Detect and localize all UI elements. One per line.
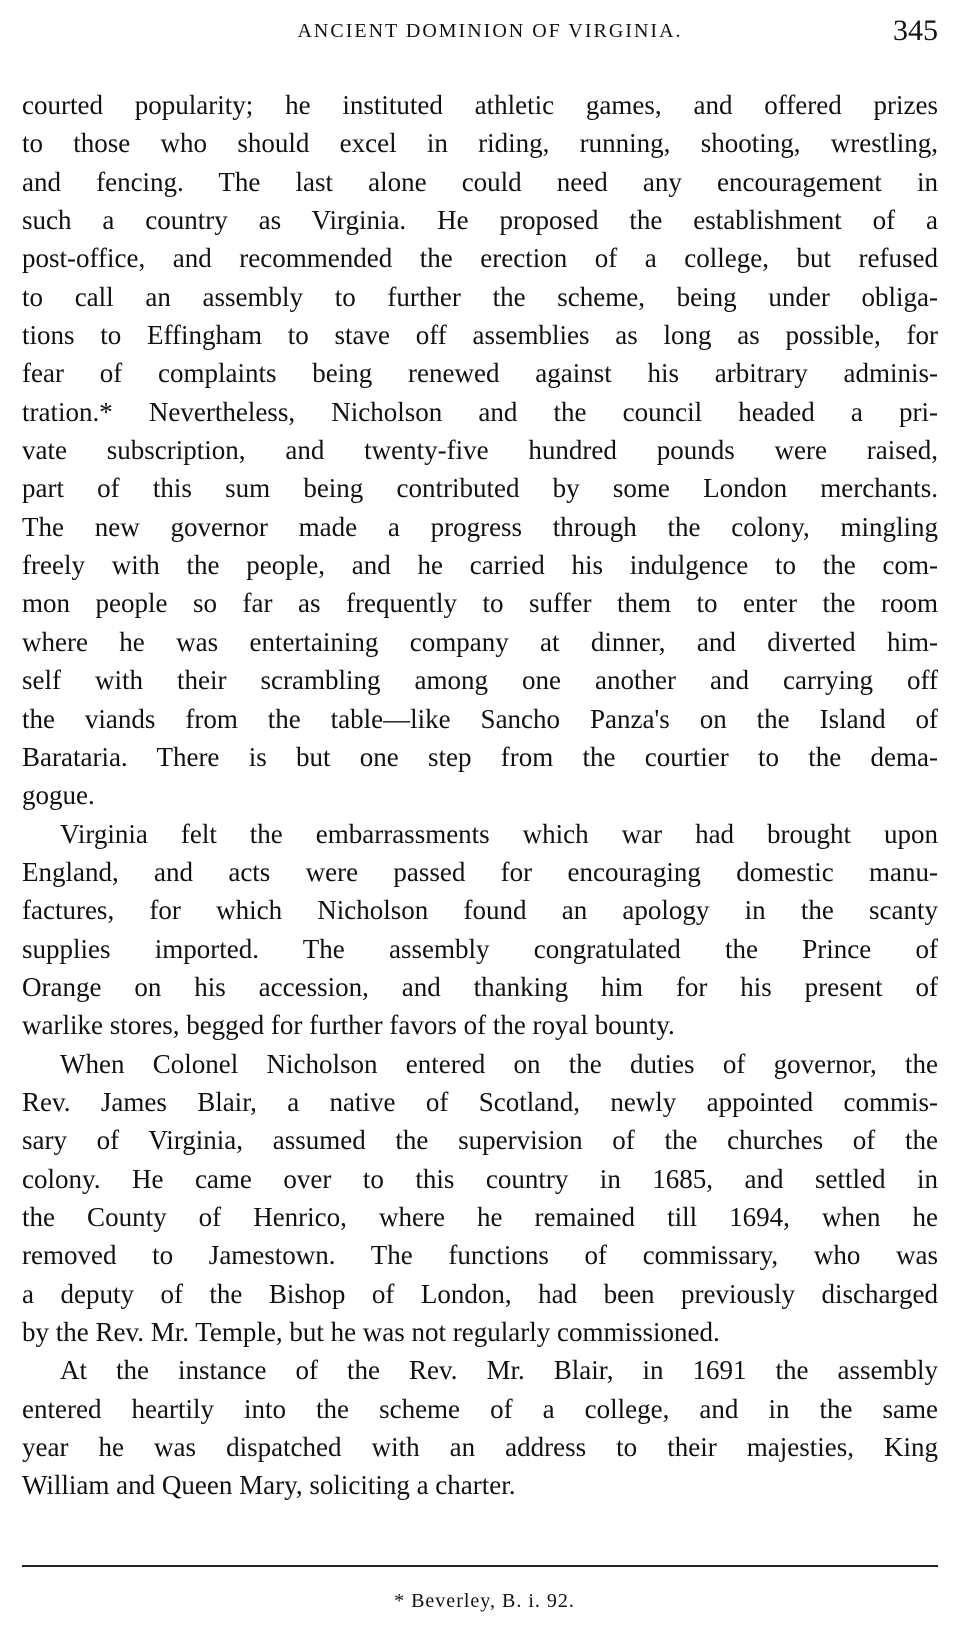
- text-line: removed to Jamestown. The functions of commissary, who was: [22, 1240, 938, 1271]
- text-line: entered heartily into the scheme of a college, and in the same: [22, 1393, 938, 1424]
- text-line: freely with the people, and he carried his indulgence to the com-: [22, 550, 938, 581]
- text-line: fear of complaints being renewed against his arbitrary adminis-: [22, 358, 938, 389]
- running-title: ANCIENT DOMINION OF VIRGINIA.: [297, 20, 683, 42]
- text-line: The new governor made a progress through the colony, mingling: [22, 511, 938, 542]
- text-line: Orange on his accession, and thanking him for his present of: [22, 971, 938, 1002]
- text-line: where he was entertaining company at dinner, and diverted him-: [22, 626, 938, 657]
- text-line: mon people so far as frequently to suffer them to enter the room: [22, 588, 938, 619]
- text-line: sary of Virginia, assumed the supervision of the churches of the: [22, 1125, 938, 1156]
- text-line: the County of Henrico, where he remained till 1694, when he: [22, 1201, 938, 1232]
- text-line: vate subscription, and twenty-five hundred pounds were raised,: [22, 435, 938, 466]
- text-line: Virginia felt the embarrassments which war had brought upon: [60, 818, 938, 849]
- text-line: post-office, and recommended the erection of a college, but refused: [22, 243, 938, 274]
- text-line: William and Queen Mary, soliciting a charter.: [22, 1470, 516, 1501]
- text-line: gogue.: [22, 780, 95, 811]
- text-line: by the Rev. Mr. Temple, but he was not regularly commissioned.: [22, 1317, 720, 1347]
- text-line: such a country as Virginia. He proposed the establishment of a: [22, 205, 938, 236]
- text-line: When Colonel Nicholson entered on the duties of governor, the: [60, 1048, 938, 1079]
- text-line: courted popularity; he instituted athletic games, and offered prizes: [22, 90, 938, 120]
- text-line: At the instance of the Rev. Mr. Blair, in 1691 the assembly: [60, 1355, 938, 1386]
- footnote-rule: [22, 1565, 938, 1567]
- text-line: the viands from the table—like Sancho Panza's on the Island of: [22, 703, 938, 734]
- text-line: to those who should excel in riding, running, shooting, wrestling,: [22, 128, 938, 159]
- text-line: year he was dispatched with an address to their majesties, King: [22, 1432, 938, 1463]
- text-line: self with their scrambling among one another and carrying off: [22, 665, 938, 696]
- page-number: 345: [893, 14, 938, 47]
- text-line: a deputy of the Bishop of London, had been previously discharged: [22, 1278, 938, 1309]
- text-line: warlike stores, begged for further favors of the royal bounty.: [22, 1010, 675, 1041]
- text-line: Rev. James Blair, a native of Scotland, newly appointed commis-: [22, 1086, 938, 1117]
- text-line: and fencing. The last alone could need any encouragement in: [22, 166, 938, 197]
- text-line: factures, for which Nicholson found an apology in the scanty: [22, 895, 938, 926]
- text-line: tration.* Nevertheless, Nicholson and the council headed a pri-: [22, 396, 938, 427]
- text-line: supplies imported. The assembly congratulated the Prince of: [22, 933, 938, 964]
- text-line: colony. He came over to this country in 1685, and settled in: [22, 1163, 938, 1194]
- text-line: to call an assembly to further the scheme, being under obliga-: [22, 281, 938, 312]
- text-line: Barataria. There is but one step from the courtier to the dema-: [22, 741, 938, 772]
- running-head: [22, 14, 938, 54]
- text-line: tions to Effingham to stave off assemblies as long as possible, for: [22, 320, 938, 351]
- body-text: [22, 86, 938, 1505]
- footnote: * Beverley, B. i. 92.: [394, 1590, 575, 1612]
- text-line: England, and acts were passed for encouraging domestic manu-: [22, 856, 938, 887]
- text-line: part of this sum being contributed by some London merchants.: [22, 473, 938, 504]
